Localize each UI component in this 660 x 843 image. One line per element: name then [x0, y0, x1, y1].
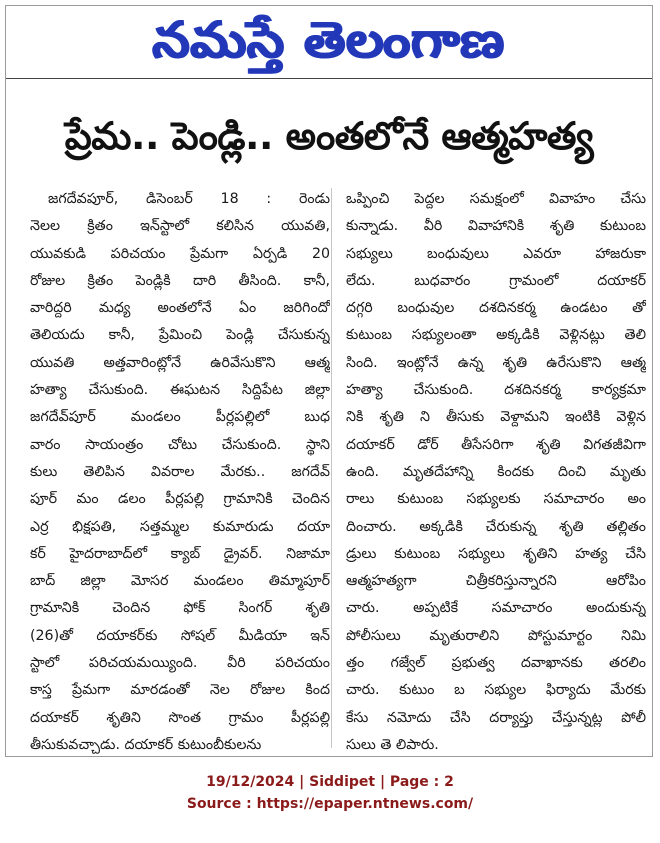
article-line: సభ్యులు బంధువులు ఎవరూ హాజరుకా [346, 245, 646, 262]
article-line: సింది. ఇంట్లోనే ఉన్న శృతి ఉరేసుకొని ఆత్మ [346, 354, 646, 371]
article-line: ఆత్మహత్యగా చిత్రీకరిస్తున్నారని ఆరోపిం [346, 573, 646, 590]
article-line: నికి శృతి ని తీసుకు వెళ్దామని ఇంటికి వెళ్లిన [346, 409, 646, 426]
article-line: స్టాలో పరిచయమయ్యింది. వీరి పరిచయం [30, 655, 330, 672]
article-line: నెలల క్రితం ఇన్‌స్టాలో కలిసిన యువతి, [30, 218, 330, 235]
article-line: రోజుల క్రితం పెండ్లికి దారి తీసింది. కానీ, [30, 272, 330, 289]
article-column-left [30, 186, 330, 759]
article-line: హత్యా చేసుకుంది. ఈఘటన సిద్దిపేట జిల్లా [30, 382, 330, 399]
article-line: బాద్ జిల్లా మోసర మండలం తిమ్మాపూర్ [30, 573, 330, 590]
article-line: జగదేవ్‌పూర్ మండలం పీర్లపల్లిలో బుధ [30, 409, 330, 426]
column-divider [331, 188, 332, 748]
article-line: ఉంది. మృతదేహాన్ని కిందకు దించి మృతు [346, 463, 646, 480]
newspaper-logo: నమస్తే తెలంగాణ [152, 11, 506, 69]
masthead-divider [6, 78, 652, 79]
article-line: కాస్త ప్రేమగా మారడంతో నెల రోజుల కింద [30, 682, 330, 699]
article-line: చారు. అప్పటికే సమాచారం అందుకున్న [346, 600, 646, 617]
article-line: జగదేవపూర్, డిసెంబర్ 18 : రెండు [48, 191, 330, 207]
article-line: ఎర్ర భిక్షపతి, సత్తమ్మల కుమారుడు దయా [30, 518, 330, 535]
article-line: సులు తె లిపారు. [346, 736, 439, 753]
article-line: పూర్ మం డలం పీర్లపల్లి గ్రామానికి చెందిన [30, 491, 330, 508]
article-line: త్తం గజ్వేల్ ప్రభుత్వ దవాఖానకు తరలిం [346, 655, 646, 672]
article-line: తెలియదు కానీ, ప్రేమించి పెండ్లి చేసుకున్న [30, 327, 330, 344]
article-line: కులు తెలిపిన వివరాల మేరకు.. జగదేవ్ [30, 463, 330, 480]
article-line: డ్రులు కుటుంబ సభ్యులు శృతిని హత్య చేసి [346, 545, 646, 562]
article-frame [5, 5, 653, 757]
article-line: చారు. కుటుం బ సభ్యుల ఫిర్యాదు మేరకు [346, 682, 646, 699]
article-line: కుటుంబ సభ్యులంతా అక్కడికి వెళ్లినట్లు తెలి [346, 327, 646, 344]
article-column-right [346, 186, 646, 759]
article-line: దించారు. అక్కడికి చేరుకున్న శృతి తల్లితం [346, 518, 646, 535]
article-line: రాలు కుటుంబ సభ్యులకు సమాచారం అం [346, 491, 646, 508]
article-line: కున్నాడు. వీరి వివాహానికి శృతి కుటుంబ [346, 218, 646, 235]
article-line: వారం సాయంత్రం చోటు చేసుకుంది. స్థాని [30, 436, 330, 453]
article-line: దయాకర్ శృతిని సొంత గ్రామం పీర్లపల్లి [30, 709, 330, 726]
headline: ప్రేమ.. పెండ్లి.. అంతలోనే ఆత్మహత్య [64, 114, 594, 158]
article-line: దయాకర్ డోర్ తీసేసరిగా శృతి విగతజీవిగా [346, 436, 646, 453]
article-line: ఒప్పించి పెద్దల సమక్షంలో వివాహం చేసు [346, 191, 646, 207]
source-link[interactable]: Source : https://epaper.ntnews.com/ [186, 796, 474, 812]
article-line: హత్యా చేసుకుంది. దశదినకర్మ కార్యక్రమా [346, 382, 646, 399]
article-line: కేసు నమోదు చేసి దర్యాప్తు చేస్తున్నట్ల పోలీ [346, 709, 646, 726]
article-line: (26)తో దయాకర్‌కు సోషల్ మీడియా ఇన్ [30, 627, 330, 644]
article-line: తీసుకువచ్చాడు. దయాకర్ కుటుంబీకులను [30, 736, 262, 753]
article-line: యువతి అత్తవారింట్లోనే ఉరివేసుకొని ఆత్మ [30, 354, 330, 371]
article-line: యువకుడి పరిచయం ప్రేమగా ఏర్పడి 20 [30, 245, 330, 262]
article-line: కర్ హైదరాబాద్‌లో క్యాబ్ డ్రైవర్. నిజామా [30, 545, 330, 562]
masthead [6, 8, 652, 74]
edition-info: 19/12/2024 | Siddipet | Page : 2 [206, 774, 454, 790]
article-line: పోలీసులు మృతురాలిని పోస్టుమార్టం నిమి [346, 627, 646, 644]
article-line: దగ్గరి బంధువుల దశదినకర్మ ఉండటం తో [346, 300, 646, 317]
article-line: లేదు. బుధవారం గ్రామంలో దయాకర్ [346, 272, 646, 289]
article-line: వారిద్దరి మధ్య అంతలోనే ఏం జరిగిందో [30, 300, 330, 317]
article-line: గ్రామానికి చెందిన ఫోక్ సింగర్ శృతి [30, 600, 330, 617]
